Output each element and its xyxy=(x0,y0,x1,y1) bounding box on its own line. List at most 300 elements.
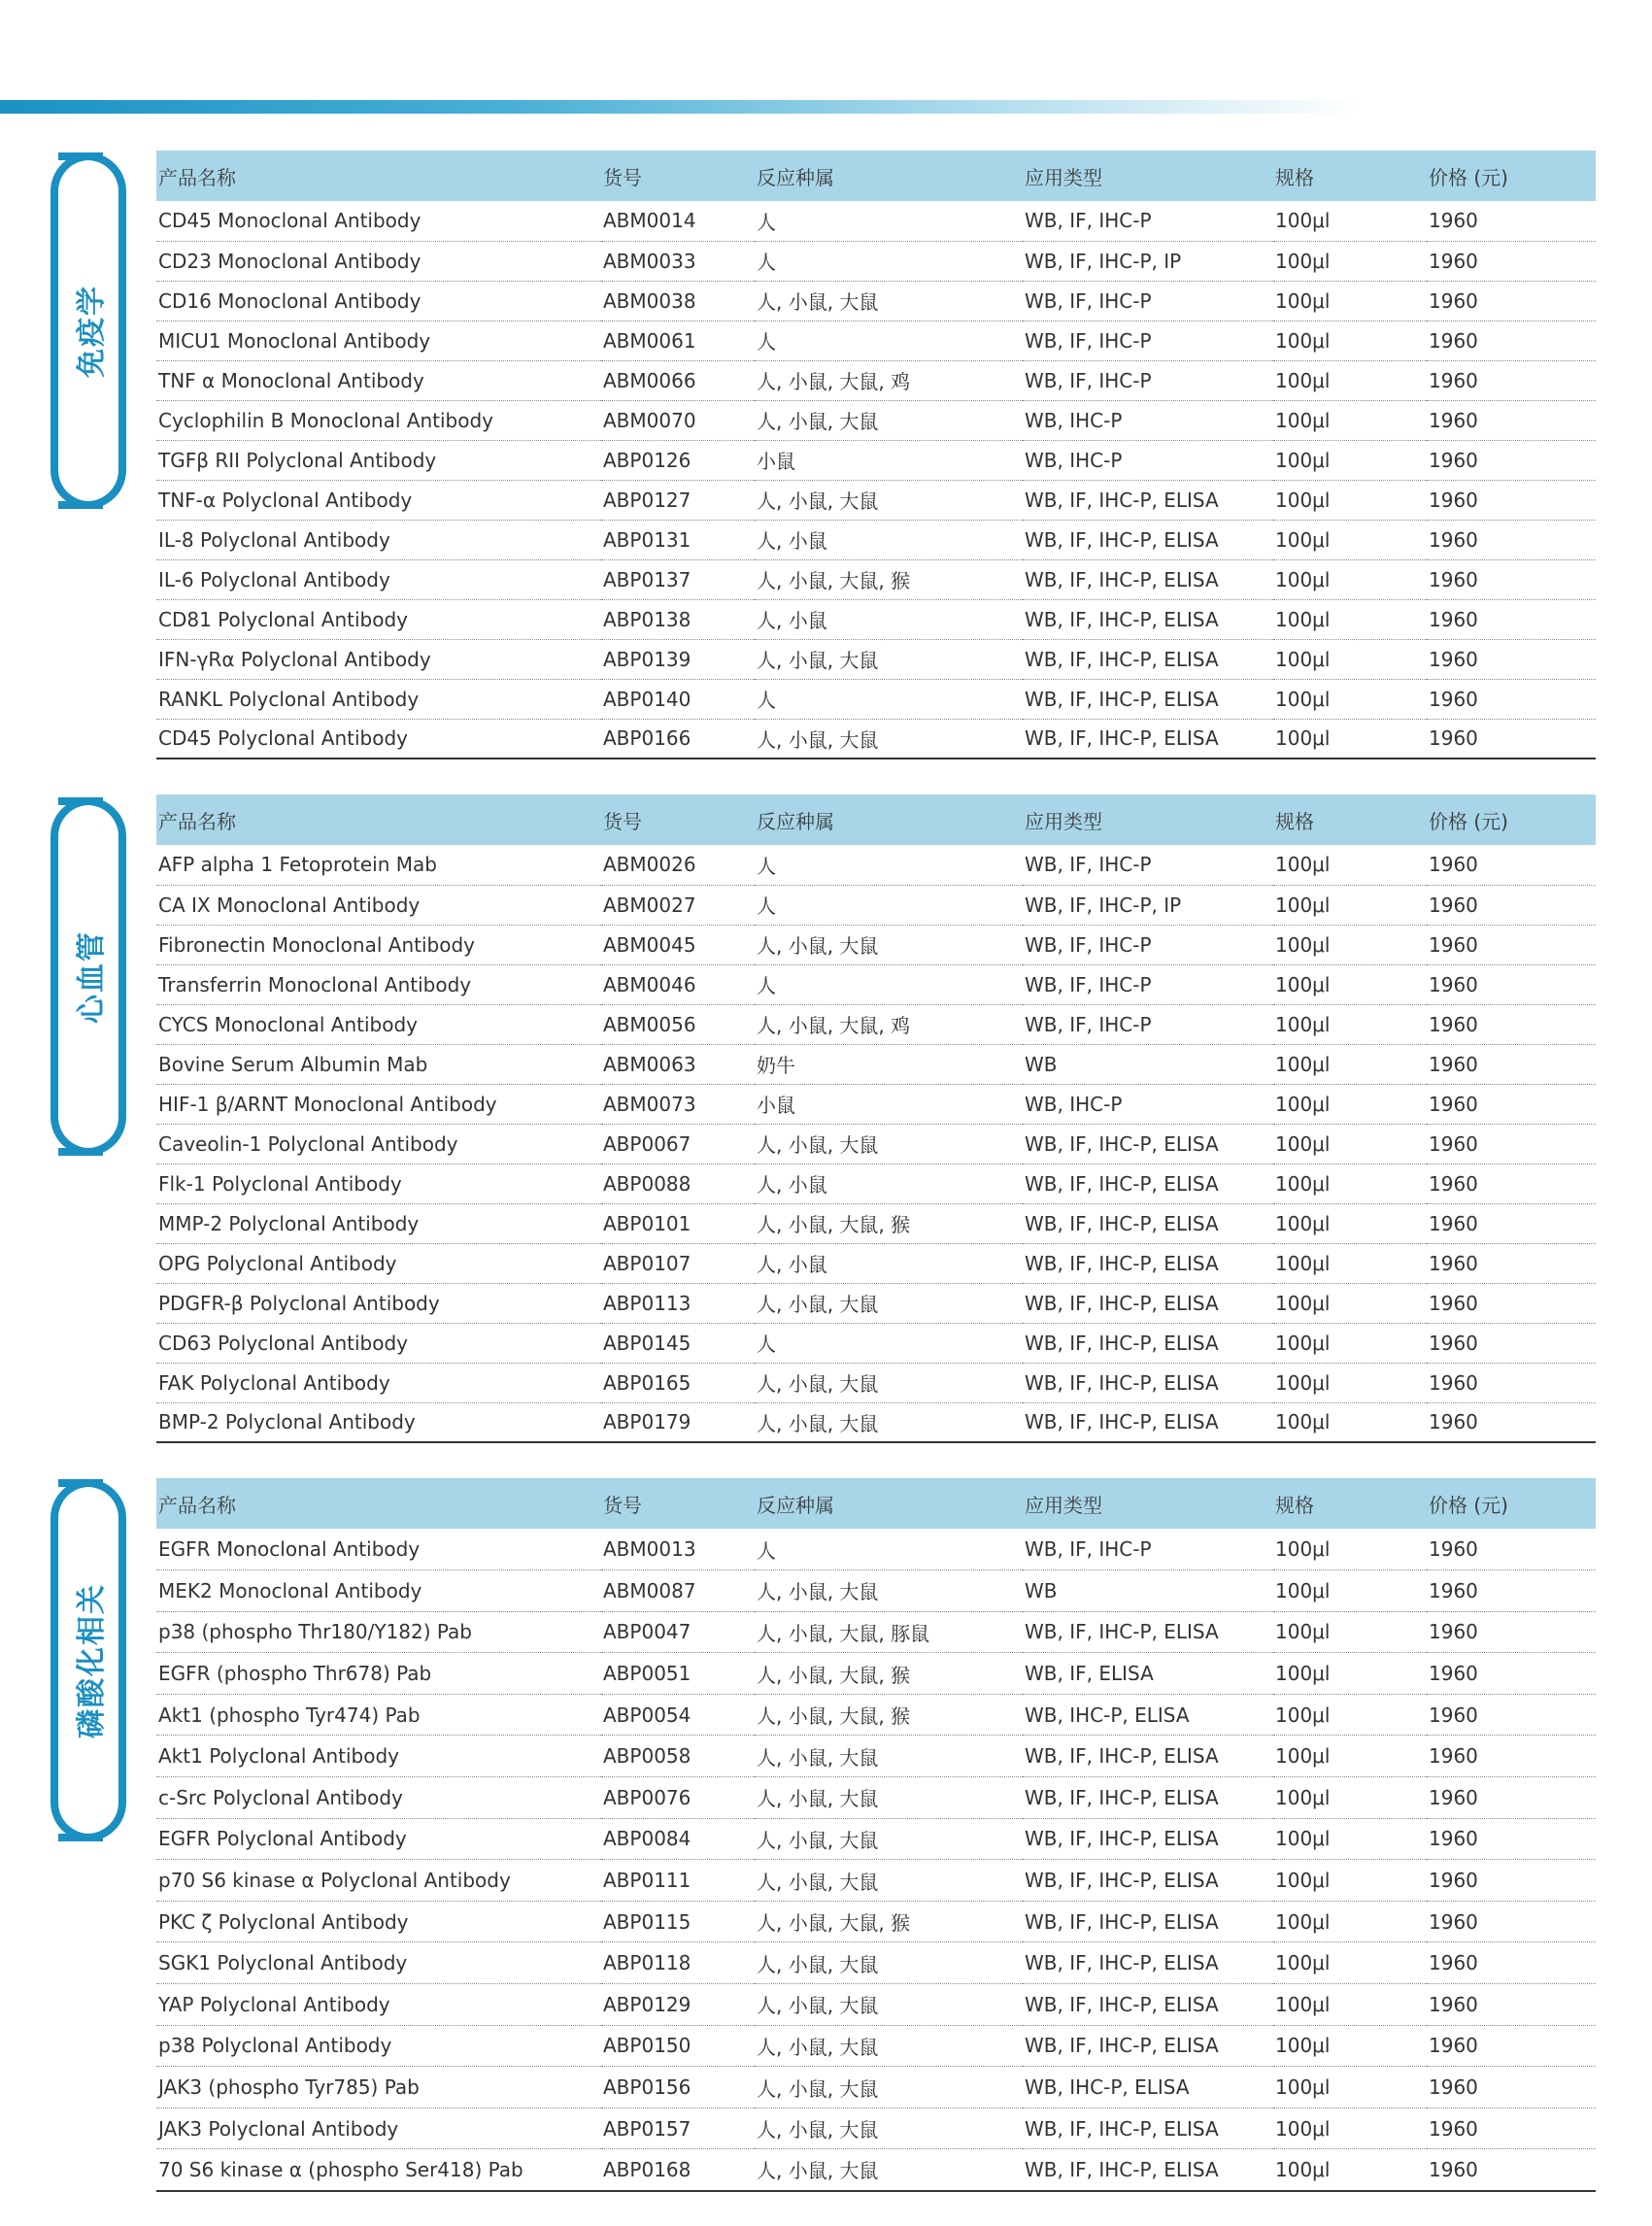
cell-size: 100μl xyxy=(1273,679,1427,719)
table-row xyxy=(156,1611,1596,1653)
table-row xyxy=(156,679,1596,719)
cell-size: 100μl xyxy=(1273,1044,1427,1084)
cell-catalog-number: ABM0061 xyxy=(601,320,755,360)
cell-application: WB, IF, IHC-P, ELISA xyxy=(1023,1818,1273,1860)
cell-size: 100μl xyxy=(1273,1084,1427,1124)
table-row xyxy=(156,480,1596,520)
cell-catalog-number: ABP0127 xyxy=(601,480,755,520)
cell-species: 人, 小鼠 xyxy=(755,1164,1023,1203)
cell-price: 1960 xyxy=(1427,1777,1596,1819)
cell-application: WB, IF, IHC-P, ELISA xyxy=(1023,2149,1273,2191)
cell-application: WB, IF, IHC-P xyxy=(1023,1004,1273,1044)
cell-product-name: TNF-α Polyclonal Antibody xyxy=(156,480,601,520)
table-header-row xyxy=(156,151,1596,201)
cell-species: 人, 小鼠, 大鼠, 豚鼠 xyxy=(755,1611,1023,1653)
cell-product-name: JAK3 Polyclonal Antibody xyxy=(156,2108,601,2149)
product-table-cardiovascular xyxy=(156,794,1596,1443)
cell-size: 100μl xyxy=(1273,320,1427,360)
cell-species: 人, 小鼠, 大鼠 xyxy=(755,400,1023,440)
cell-size: 100μl xyxy=(1273,241,1427,281)
cell-size: 100μl xyxy=(1273,1860,1427,1902)
cell-size: 100μl xyxy=(1273,925,1427,964)
cell-product-name: CD81 Polyclonal Antibody xyxy=(156,599,601,639)
cell-size: 100μl xyxy=(1273,599,1427,639)
cell-application: WB, IF, IHC-P xyxy=(1023,1529,1273,1570)
table-row xyxy=(156,1044,1596,1084)
table-row xyxy=(156,1402,1596,1442)
cell-product-name: CD45 Polyclonal Antibody xyxy=(156,719,601,759)
cell-price: 1960 xyxy=(1427,1611,1596,1653)
table-row xyxy=(156,599,1596,639)
cell-catalog-number: ABP0137 xyxy=(601,559,755,599)
cell-catalog-number: ABM0056 xyxy=(601,1004,755,1044)
cell-price: 1960 xyxy=(1427,1694,1596,1736)
cell-size: 100μl xyxy=(1273,201,1427,241)
cell-catalog-number: ABM0038 xyxy=(601,281,755,320)
cell-product-name: RANKL Polyclonal Antibody xyxy=(156,679,601,719)
cell-application: WB, IF, IHC-P, ELISA xyxy=(1023,1363,1273,1402)
cell-catalog-number: ABP0113 xyxy=(601,1283,755,1323)
cell-species: 人 xyxy=(755,845,1023,885)
cell-price: 1960 xyxy=(1427,480,1596,520)
cell-price: 1960 xyxy=(1427,1942,1596,1984)
cell-application: WB, IHC-P, ELISA xyxy=(1023,1694,1273,1736)
cell-product-name: Bovine Serum Albumin Mab xyxy=(156,1044,601,1084)
cell-price: 1960 xyxy=(1427,1653,1596,1695)
cell-species: 人 xyxy=(755,885,1023,925)
header-price: 价格 (元) xyxy=(1429,165,1508,189)
cell-size: 100μl xyxy=(1273,1323,1427,1363)
header-size: 规格 xyxy=(1275,809,1314,833)
table-row xyxy=(156,1203,1596,1243)
cell-species: 人, 小鼠, 大鼠 xyxy=(755,925,1023,964)
cell-application: WB, IF, IHC-P xyxy=(1023,320,1273,360)
cell-application: WB, IF, IHC-P, IP xyxy=(1023,241,1273,281)
table-row xyxy=(156,400,1596,440)
cell-price: 1960 xyxy=(1427,2149,1596,2191)
cell-size: 100μl xyxy=(1273,1004,1427,1044)
cell-product-name: Transferrin Monoclonal Antibody xyxy=(156,964,601,1004)
cell-price: 1960 xyxy=(1427,885,1596,925)
cell-species: 人 xyxy=(755,241,1023,281)
cell-species: 人, 小鼠, 大鼠 xyxy=(755,1402,1023,1442)
cell-application: WB, IF, IHC-P, ELISA xyxy=(1023,1611,1273,1653)
cell-species: 人 xyxy=(755,320,1023,360)
cell-product-name: MICU1 Monoclonal Antibody xyxy=(156,320,601,360)
header-species: 反应种属 xyxy=(757,1493,834,1517)
cell-species: 人 xyxy=(755,201,1023,241)
cell-size: 100μl xyxy=(1273,559,1427,599)
cell-product-name: FAK Polyclonal Antibody xyxy=(156,1363,601,1402)
cell-product-name: p70 S6 kinase α Polyclonal Antibody xyxy=(156,1860,601,1902)
cell-species: 人, 小鼠, 大鼠 xyxy=(755,1736,1023,1777)
cell-size: 100μl xyxy=(1273,281,1427,320)
cell-species: 人, 小鼠, 大鼠, 猴 xyxy=(755,1901,1023,1942)
cell-price: 1960 xyxy=(1427,719,1596,759)
cell-catalog-number: ABP0150 xyxy=(601,2025,755,2067)
table-row xyxy=(156,964,1596,1004)
category-tab-cardiovascular xyxy=(58,797,126,1156)
cell-price: 1960 xyxy=(1427,1736,1596,1777)
table-row xyxy=(156,1529,1596,1570)
header-species: 反应种属 xyxy=(757,809,834,833)
cell-size: 100μl xyxy=(1273,885,1427,925)
table-row xyxy=(156,639,1596,679)
cell-product-name: EGFR (phospho Thr678) Pab xyxy=(156,1653,601,1695)
table-row xyxy=(156,360,1596,400)
cell-catalog-number: ABP0179 xyxy=(601,1402,755,1442)
cell-size: 100μl xyxy=(1273,845,1427,885)
cell-product-name: JAK3 (phospho Tyr785) Pab xyxy=(156,2067,601,2108)
header-price: 价格 (元) xyxy=(1429,1493,1508,1517)
cell-catalog-number: ABP0131 xyxy=(601,520,755,559)
table-row xyxy=(156,281,1596,320)
cell-application: WB, IHC-P xyxy=(1023,400,1273,440)
cell-price: 1960 xyxy=(1427,1901,1596,1942)
cell-catalog-number: ABP0111 xyxy=(601,1860,755,1902)
table-row xyxy=(156,1694,1596,1736)
cell-species: 人, 小鼠, 大鼠, 猴 xyxy=(755,1653,1023,1695)
cell-catalog-number: ABP0126 xyxy=(601,440,755,480)
cell-size: 100μl xyxy=(1273,520,1427,559)
cell-size: 100μl xyxy=(1273,480,1427,520)
cell-price: 1960 xyxy=(1427,1164,1596,1203)
cell-price: 1960 xyxy=(1427,2067,1596,2108)
table-row xyxy=(156,201,1596,241)
cell-catalog-number: ABP0166 xyxy=(601,719,755,759)
cell-catalog-number: ABM0013 xyxy=(601,1529,755,1570)
cell-price: 1960 xyxy=(1427,639,1596,679)
cell-species: 人, 小鼠, 大鼠 xyxy=(755,1124,1023,1164)
cell-species: 人, 小鼠, 大鼠, 鸡 xyxy=(755,360,1023,400)
cell-species: 小鼠 xyxy=(755,1084,1023,1124)
cell-application: WB, IF, IHC-P, IP xyxy=(1023,885,1273,925)
cell-species: 人 xyxy=(755,1323,1023,1363)
cell-species: 人, 小鼠, 大鼠, 鸡 xyxy=(755,1004,1023,1044)
cell-size: 100μl xyxy=(1273,964,1427,1004)
table-row xyxy=(156,1124,1596,1164)
cell-size: 100μl xyxy=(1273,1124,1427,1164)
cell-product-name: c-Src Polyclonal Antibody xyxy=(156,1777,601,1819)
cell-application: WB, IF, IHC-P, ELISA xyxy=(1023,480,1273,520)
cell-application: WB, IF, IHC-P, ELISA xyxy=(1023,1124,1273,1164)
header-product-name: 产品名称 xyxy=(158,165,236,189)
cell-size: 100μl xyxy=(1273,1984,1427,2026)
cell-price: 1960 xyxy=(1427,360,1596,400)
cell-product-name: Flk-1 Polyclonal Antibody xyxy=(156,1164,601,1203)
cell-species: 人, 小鼠 xyxy=(755,1243,1023,1283)
cell-catalog-number: ABM0063 xyxy=(601,1044,755,1084)
cell-product-name: BMP-2 Polyclonal Antibody xyxy=(156,1402,601,1442)
cell-size: 100μl xyxy=(1273,400,1427,440)
cell-product-name: CA IX Monoclonal Antibody xyxy=(156,885,601,925)
cell-species: 人, 小鼠 xyxy=(755,520,1023,559)
cell-application: WB, IF, IHC-P, ELISA xyxy=(1023,559,1273,599)
product-table-phosphorylation xyxy=(156,1478,1596,2192)
cell-price: 1960 xyxy=(1427,559,1596,599)
cell-species: 人, 小鼠, 大鼠 xyxy=(755,719,1023,759)
cell-size: 100μl xyxy=(1273,1694,1427,1736)
cell-price: 1960 xyxy=(1427,1323,1596,1363)
cell-species: 人, 小鼠, 大鼠, 猴 xyxy=(755,559,1023,599)
cell-species: 人, 小鼠, 大鼠 xyxy=(755,2025,1023,2067)
cell-price: 1960 xyxy=(1427,1283,1596,1323)
cell-application: WB, IF, IHC-P, ELISA xyxy=(1023,1323,1273,1363)
cell-size: 100μl xyxy=(1273,440,1427,480)
cell-size: 100μl xyxy=(1273,2108,1427,2149)
cell-price: 1960 xyxy=(1427,201,1596,241)
cell-species: 人, 小鼠, 大鼠 xyxy=(755,1860,1023,1902)
cell-size: 100μl xyxy=(1273,1818,1427,1860)
category-tab-immunology xyxy=(58,152,126,509)
cell-species: 人, 小鼠, 大鼠 xyxy=(755,1942,1023,1984)
cell-product-name: AFP alpha 1 Fetoprotein Mab xyxy=(156,845,601,885)
header-size: 规格 xyxy=(1275,165,1314,189)
cell-species: 小鼠 xyxy=(755,440,1023,480)
table-row xyxy=(156,1283,1596,1323)
cell-application: WB, IF, IHC-P xyxy=(1023,360,1273,400)
cell-price: 1960 xyxy=(1427,241,1596,281)
cell-species: 人, 小鼠, 大鼠 xyxy=(755,2149,1023,2191)
cell-product-name: Caveolin-1 Polyclonal Antibody xyxy=(156,1124,601,1164)
cell-species: 人, 小鼠, 大鼠 xyxy=(755,480,1023,520)
table-row xyxy=(156,2108,1596,2149)
cell-catalog-number: ABP0054 xyxy=(601,1694,755,1736)
cell-species: 人, 小鼠, 大鼠 xyxy=(755,2067,1023,2108)
table-row xyxy=(156,925,1596,964)
cell-size: 100μl xyxy=(1273,1243,1427,1283)
cell-price: 1960 xyxy=(1427,1529,1596,1570)
table-row xyxy=(156,2067,1596,2108)
cell-product-name: TNF α Monoclonal Antibody xyxy=(156,360,601,400)
cell-size: 100μl xyxy=(1273,1570,1427,1612)
cell-catalog-number: ABP0168 xyxy=(601,2149,755,2191)
cell-catalog-number: ABM0087 xyxy=(601,1570,755,1612)
cell-species: 人, 小鼠 xyxy=(755,599,1023,639)
cell-catalog-number: ABP0140 xyxy=(601,679,755,719)
cell-size: 100μl xyxy=(1273,2149,1427,2191)
cell-species: 人 xyxy=(755,1529,1023,1570)
cell-product-name: HIF-1 β/ARNT Monoclonal Antibody xyxy=(156,1084,601,1124)
cell-application: WB, IF, IHC-P xyxy=(1023,845,1273,885)
cell-catalog-number: ABP0165 xyxy=(601,1363,755,1402)
cell-size: 100μl xyxy=(1273,1529,1427,1570)
table-row xyxy=(156,885,1596,925)
cell-application: WB, IF, IHC-P, ELISA xyxy=(1023,2108,1273,2149)
cell-catalog-number: ABP0129 xyxy=(601,1984,755,2026)
category-label: 免疫学 xyxy=(75,284,109,378)
table-row xyxy=(156,520,1596,559)
table-row xyxy=(156,1323,1596,1363)
cell-species: 人 xyxy=(755,964,1023,1004)
cell-price: 1960 xyxy=(1427,2108,1596,2149)
cell-application: WB, IF, IHC-P, ELISA xyxy=(1023,1736,1273,1777)
cell-application: WB, IF, IHC-P, ELISA xyxy=(1023,1203,1273,1243)
cell-catalog-number: ABP0157 xyxy=(601,2108,755,2149)
cell-application: WB xyxy=(1023,1570,1273,1612)
cell-price: 1960 xyxy=(1427,320,1596,360)
table-header-row xyxy=(156,794,1596,845)
cell-product-name: CD16 Monoclonal Antibody xyxy=(156,281,601,320)
cell-size: 100μl xyxy=(1273,1611,1427,1653)
cell-application: WB, IHC-P xyxy=(1023,440,1273,480)
cell-size: 100μl xyxy=(1273,1736,1427,1777)
cell-size: 100μl xyxy=(1273,1283,1427,1323)
cell-catalog-number: ABP0088 xyxy=(601,1164,755,1203)
cell-product-name: Fibronectin Monoclonal Antibody xyxy=(156,925,601,964)
table-row xyxy=(156,440,1596,480)
category-tab-phosphorylation xyxy=(58,1479,126,1841)
cell-product-name: CD63 Polyclonal Antibody xyxy=(156,1323,601,1363)
cell-price: 1960 xyxy=(1427,1124,1596,1164)
cell-product-name: IFN-γRα Polyclonal Antibody xyxy=(156,639,601,679)
cell-application: WB xyxy=(1023,1044,1273,1084)
cell-catalog-number: ABP0047 xyxy=(601,1611,755,1653)
cell-application: WB, IF, IHC-P, ELISA xyxy=(1023,639,1273,679)
cell-price: 1960 xyxy=(1427,281,1596,320)
cell-price: 1960 xyxy=(1427,1818,1596,1860)
cell-application: WB, IF, IHC-P, ELISA xyxy=(1023,1860,1273,1902)
cell-application: WB, IF, IHC-P, ELISA xyxy=(1023,1164,1273,1203)
cell-species: 人, 小鼠, 大鼠 xyxy=(755,1570,1023,1612)
cell-size: 100μl xyxy=(1273,1164,1427,1203)
cell-catalog-number: ABM0045 xyxy=(601,925,755,964)
cell-product-name: PDGFR-β Polyclonal Antibody xyxy=(156,1283,601,1323)
cell-catalog-number: ABM0070 xyxy=(601,400,755,440)
cell-application: WB, IF, IHC-P xyxy=(1023,964,1273,1004)
cell-price: 1960 xyxy=(1427,1570,1596,1612)
cell-price: 1960 xyxy=(1427,1084,1596,1124)
table-row xyxy=(156,1653,1596,1695)
category-label: 心血管 xyxy=(75,929,109,1024)
table-row xyxy=(156,1942,1596,1984)
cell-size: 100μl xyxy=(1273,1653,1427,1695)
cell-product-name: MEK2 Monoclonal Antibody xyxy=(156,1570,601,1612)
cell-application: WB, IF, IHC-P, ELISA xyxy=(1023,1942,1273,1984)
cell-catalog-number: ABM0027 xyxy=(601,885,755,925)
cell-product-name: 70 S6 kinase α (phospho Ser418) Pab xyxy=(156,2149,601,2191)
header-product-name: 产品名称 xyxy=(158,1493,236,1517)
cell-application: WB, IF, ELISA xyxy=(1023,1653,1273,1695)
cell-application: WB, IF, IHC-P, ELISA xyxy=(1023,2025,1273,2067)
cell-species: 人, 小鼠, 大鼠 xyxy=(755,1363,1023,1402)
cell-catalog-number: ABM0014 xyxy=(601,201,755,241)
cell-application: WB, IF, IHC-P, ELISA xyxy=(1023,679,1273,719)
cell-price: 1960 xyxy=(1427,925,1596,964)
cell-application: WB, IHC-P xyxy=(1023,1084,1273,1124)
cell-species: 人, 小鼠, 大鼠 xyxy=(755,639,1023,679)
cell-product-name: PKC ζ Polyclonal Antibody xyxy=(156,1901,601,1942)
table-row xyxy=(156,1004,1596,1044)
table-row xyxy=(156,845,1596,885)
cell-size: 100μl xyxy=(1273,2067,1427,2108)
cell-price: 1960 xyxy=(1427,845,1596,885)
cell-price: 1960 xyxy=(1427,964,1596,1004)
cell-application: WB, IF, IHC-P, ELISA xyxy=(1023,1402,1273,1442)
cell-price: 1960 xyxy=(1427,679,1596,719)
cell-catalog-number: ABP0058 xyxy=(601,1736,755,1777)
cell-catalog-number: ABP0067 xyxy=(601,1124,755,1164)
cell-catalog-number: ABP0084 xyxy=(601,1818,755,1860)
header-gradient-bar xyxy=(0,100,1360,114)
cell-species: 人, 小鼠, 大鼠 xyxy=(755,2108,1023,2149)
table-row xyxy=(156,2025,1596,2067)
cell-product-name: SGK1 Polyclonal Antibody xyxy=(156,1942,601,1984)
table-row xyxy=(156,559,1596,599)
header-application: 应用类型 xyxy=(1025,809,1102,833)
cell-catalog-number: ABP0139 xyxy=(601,639,755,679)
cell-size: 100μl xyxy=(1273,2025,1427,2067)
cell-species: 人, 小鼠, 大鼠, 猴 xyxy=(755,1203,1023,1243)
cell-species: 奶牛 xyxy=(755,1044,1023,1084)
cell-species: 人 xyxy=(755,679,1023,719)
cell-product-name: MMP-2 Polyclonal Antibody xyxy=(156,1203,601,1243)
cell-price: 1960 xyxy=(1427,1243,1596,1283)
cell-price: 1960 xyxy=(1427,440,1596,480)
cell-species: 人, 小鼠, 大鼠 xyxy=(755,1984,1023,2026)
header-species: 反应种属 xyxy=(757,165,834,189)
table-row xyxy=(156,320,1596,360)
cell-catalog-number: ABM0073 xyxy=(601,1084,755,1124)
cell-species: 人, 小鼠, 大鼠 xyxy=(755,1283,1023,1323)
cell-size: 100μl xyxy=(1273,1363,1427,1402)
cell-price: 1960 xyxy=(1427,1402,1596,1442)
cell-product-name: EGFR Polyclonal Antibody xyxy=(156,1818,601,1860)
cell-product-name: p38 Polyclonal Antibody xyxy=(156,2025,601,2067)
table-row xyxy=(156,1777,1596,1819)
cell-product-name: OPG Polyclonal Antibody xyxy=(156,1243,601,1283)
table-row xyxy=(156,1860,1596,1902)
product-table-immunology xyxy=(156,151,1596,759)
cell-product-name: EGFR Monoclonal Antibody xyxy=(156,1529,601,1570)
category-label: 磷酸化相关 xyxy=(75,1582,109,1738)
header-application: 应用类型 xyxy=(1025,165,1102,189)
cell-price: 1960 xyxy=(1427,599,1596,639)
cell-catalog-number: ABP0145 xyxy=(601,1323,755,1363)
cell-application: WB, IF, IHC-P xyxy=(1023,925,1273,964)
cell-application: WB, IF, IHC-P xyxy=(1023,201,1273,241)
cell-product-name: Akt1 (phospho Tyr474) Pab xyxy=(156,1694,601,1736)
cell-product-name: CYCS Monoclonal Antibody xyxy=(156,1004,601,1044)
header-catalog-number: 货号 xyxy=(603,165,642,189)
cell-price: 1960 xyxy=(1427,1044,1596,1084)
header-application: 应用类型 xyxy=(1025,1493,1102,1517)
table-row xyxy=(156,1818,1596,1860)
cell-product-name: Cyclophilin B Monoclonal Antibody xyxy=(156,400,601,440)
cell-application: WB, IF, IHC-P xyxy=(1023,281,1273,320)
cell-catalog-number: ABP0156 xyxy=(601,2067,755,2108)
cell-application: WB, IF, IHC-P, ELISA xyxy=(1023,1283,1273,1323)
table-row xyxy=(156,719,1596,759)
table-row xyxy=(156,1570,1596,1612)
header-product-name: 产品名称 xyxy=(158,809,236,833)
table-row xyxy=(156,241,1596,281)
cell-price: 1960 xyxy=(1427,2025,1596,2067)
table-row xyxy=(156,1984,1596,2026)
cell-size: 100μl xyxy=(1273,1777,1427,1819)
cell-catalog-number: ABM0033 xyxy=(601,241,755,281)
table-row xyxy=(156,1084,1596,1124)
cell-size: 100μl xyxy=(1273,1203,1427,1243)
cell-species: 人, 小鼠, 大鼠 xyxy=(755,281,1023,320)
table-row xyxy=(156,2149,1596,2191)
cell-size: 100μl xyxy=(1273,1942,1427,1984)
cell-price: 1960 xyxy=(1427,1860,1596,1902)
cell-size: 100μl xyxy=(1273,360,1427,400)
cell-product-name: IL-8 Polyclonal Antibody xyxy=(156,520,601,559)
cell-catalog-number: ABP0076 xyxy=(601,1777,755,1819)
cell-catalog-number: ABM0026 xyxy=(601,845,755,885)
